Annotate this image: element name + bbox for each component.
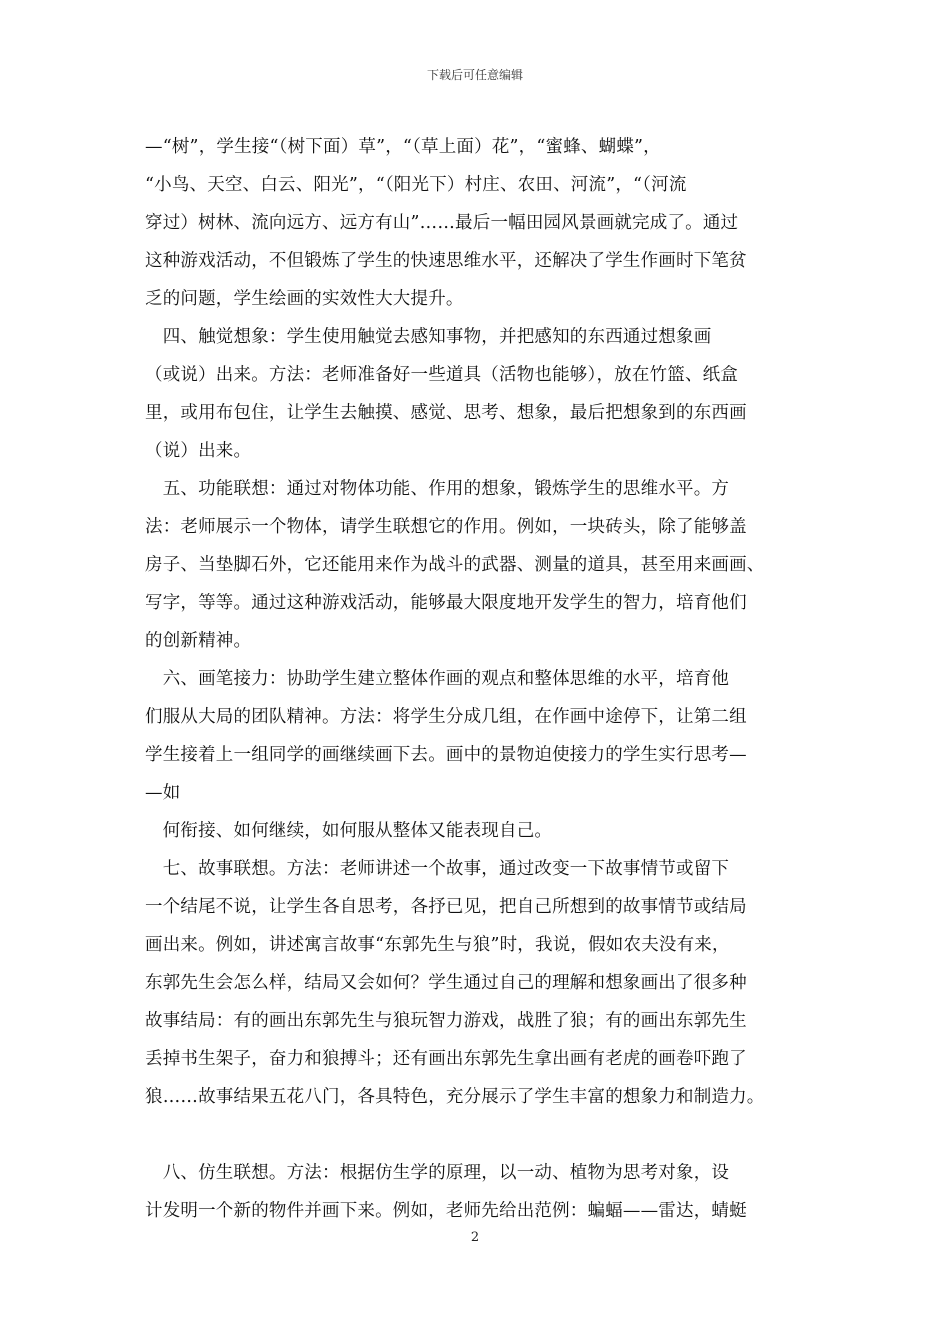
text-line: 们服从大局的团队精神。方法：将学生分成几组，在作画中途停下，让第二组 bbox=[145, 707, 747, 727]
text-line: 乏的问题，学生绘画的实效性大大提升。 bbox=[145, 289, 464, 309]
text-line: 穿过）树林、流向远方、远方有山”……最后一幅田园风景画就完成了。通过 bbox=[145, 213, 739, 233]
text-line: 故事结局：有的画出东郭先生与狼玩智力游戏，战胜了狼；有的画出东郭先生 bbox=[145, 1011, 747, 1031]
text-line: 五、功能联想：通过对物体功能、作用的想象，锻炼学生的思维水平。方 bbox=[145, 479, 730, 499]
text-line: 里，或用布包住，让学生去触摸、感觉、思考、想象，最后把想象到的东西画 bbox=[145, 403, 747, 423]
text-line: 四、触觉想象：学生使用触觉去感知事物，并把感知的东西通过想象画 bbox=[145, 327, 712, 347]
text-line: 六、画笔接力：协助学生建立整体作画的观点和整体思维的水平，培育他 bbox=[145, 669, 730, 689]
text-line: 东郭先生会怎么样，结局又会如何？学生通过自己的理解和想象画出了很多种 bbox=[145, 973, 747, 993]
text-line: （或说）出来。方法：老师准备好一些道具（活物也能够），放在竹篮、纸盒 bbox=[145, 365, 739, 385]
text-line: 写字，等等。通过这种游戏活动，能够最大限度地开发学生的智力，培育他们 bbox=[145, 593, 747, 613]
page-header: 下载后可任意编辑 bbox=[426, 68, 523, 82]
text-line: 丢掉书生架子，奋力和狼搏斗；还有画出东郭先生拿出画有老虎的画卷吓跑了 bbox=[145, 1049, 747, 1069]
text-line: 学生接着上一组同学的画继续画下去。画中的景物迫使接力的学生实行思考— bbox=[145, 745, 747, 765]
text-line: 房子、当垫脚石外，它还能用来作为战斗的武器、测量的道具，甚至用来画画、 bbox=[145, 555, 765, 575]
text-line: （说）出来。 bbox=[145, 441, 252, 461]
blank-line bbox=[145, 1116, 815, 1154]
text-line: 法：老师展示一个物体，请学生联想它的作用。例如，一块砖头，除了能够盖 bbox=[145, 517, 747, 537]
text-line: —“树”，学生接“（树下面）草”，“（草上面）花”，“蜜蜂、蝴蝶”， bbox=[145, 137, 661, 157]
text-line: 计发明一个新的物件并画下来。例如，老师先给出范例：蝙蝠——雷达，蜻蜓 bbox=[145, 1201, 747, 1221]
text-line: 七、故事联想。方法：老师讲述一个故事，通过改变一下故事情节或留下 bbox=[145, 859, 730, 879]
text-line: 一个结尾不说，让学生各自思考，各抒已见，把自己所想到的故事情节或结局 bbox=[145, 897, 747, 917]
text-line: 这种游戏活动，不但锻炼了学生的快速思维水平，还解决了学生作画时下笔贫 bbox=[145, 251, 747, 271]
text-line: —如 bbox=[145, 783, 181, 803]
document-body bbox=[145, 128, 815, 1230]
text-line: 的创新精神。 bbox=[145, 631, 252, 651]
text-line: 八、仿生联想。方法：根据仿生学的原理，以一动、植物为思考对象，设 bbox=[145, 1163, 730, 1183]
text-line: “小鸟、天空、白云、阳光”，“（阳光下）村庄、农田、河流”，“（河流 bbox=[145, 175, 687, 195]
page-number: 2 bbox=[470, 1230, 480, 1245]
text-line: 狼……故事结果五花八门，各具特色，充分展示了学生丰富的想象力和制造力。 bbox=[145, 1087, 765, 1107]
text-line: 何衔接、如何继续，如何服从整体又能表现自己。 bbox=[145, 821, 553, 841]
text-line: 画出来。例如，讲述寓言故事“东郭先生与狼”时，我说，假如农夫没有来， bbox=[145, 935, 730, 955]
